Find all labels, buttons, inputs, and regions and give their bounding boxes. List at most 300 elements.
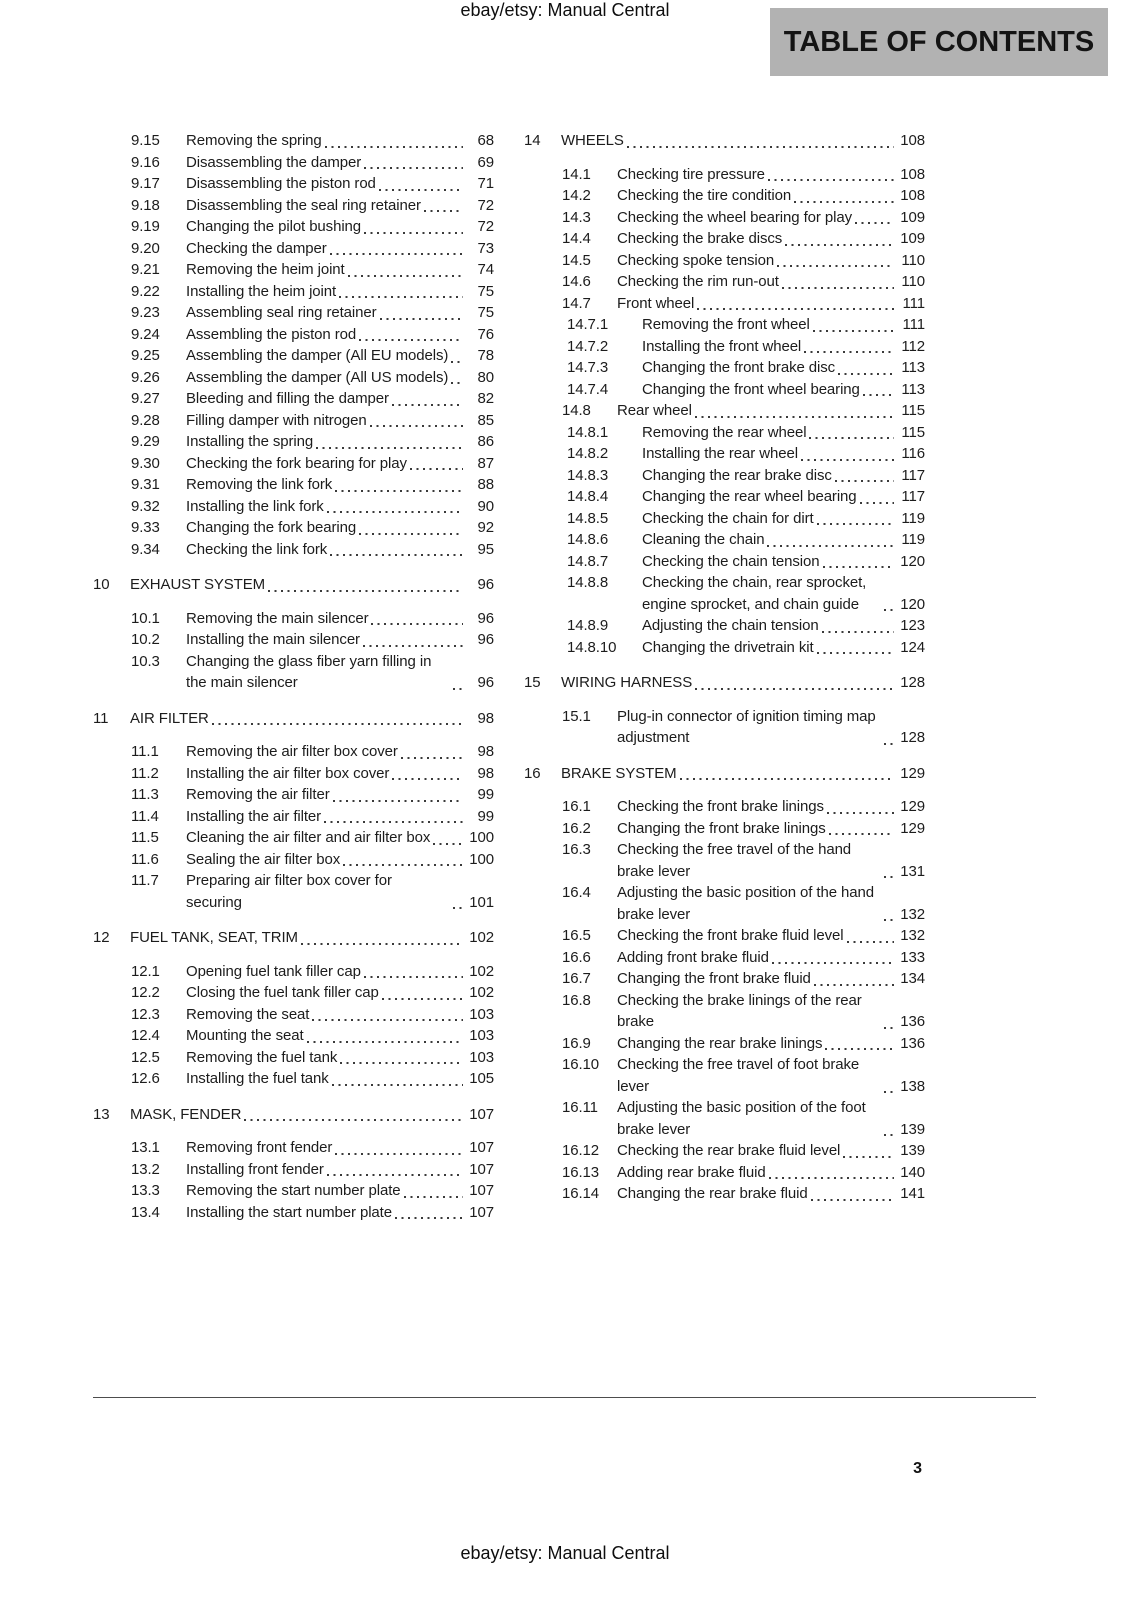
- entry-number: 11.3: [131, 786, 159, 803]
- entry-title: Removing the start number plate: [186, 1182, 401, 1199]
- entry-number: 16.13: [562, 1163, 600, 1181]
- entry-page: 129: [900, 798, 925, 815]
- entry-number: 9.18: [131, 196, 160, 214]
- entry-number: 11.7: [131, 872, 159, 889]
- toc-entry: [93, 608, 494, 630]
- entry-title: Checking the brake linings of the rear brake: [617, 991, 862, 1030]
- entry-title: Changing the glass fiber yarn filling in the main silencer: [186, 652, 432, 691]
- dot-leader: [379, 189, 463, 191]
- entry-number: 14.8.1: [567, 423, 609, 441]
- entry-number: 9.17: [131, 175, 160, 192]
- toc-columns: [93, 130, 925, 1223]
- dot-leader: [843, 1156, 894, 1158]
- entry-title: Checking the free travel of the hand brake lever: [617, 841, 852, 880]
- toc-entry: [524, 968, 925, 990]
- entry-title: Changing the rear brake linings: [617, 1034, 823, 1052]
- entry-number: 14.8.9: [567, 617, 609, 634]
- dot-leader: [212, 723, 463, 725]
- dot-leader: [395, 1217, 463, 1219]
- toc-entry: [524, 818, 925, 840]
- dot-leader: [884, 743, 894, 745]
- toc-entry: [524, 925, 925, 947]
- footer-divider: [93, 1397, 1036, 1398]
- entry-title: Mounting the seat: [186, 1027, 304, 1044]
- toc-entry: [524, 615, 925, 637]
- entry-title: Installing the air filter box cover: [186, 764, 390, 782]
- dot-leader: [433, 843, 463, 845]
- entry-number: 14.8.2: [567, 445, 609, 462]
- entry-title: Checking the link fork: [186, 540, 328, 558]
- toc-entry: [524, 839, 925, 882]
- entry-number: 13.1: [131, 1139, 160, 1156]
- entry-title: Changing the pilot bushing: [186, 218, 362, 235]
- dot-leader: [855, 222, 894, 224]
- entry-number: 16.2: [562, 819, 591, 837]
- entry-number: 14.8.10: [567, 638, 617, 656]
- entry-title: Removing the main silencer: [186, 609, 369, 627]
- entry-number: 11.4: [131, 807, 159, 825]
- entry-title: Rear wheel: [617, 402, 692, 419]
- toc-entry: [93, 474, 494, 496]
- entry-title: Removing the seat: [186, 1005, 310, 1023]
- entry-page: 103: [469, 1027, 494, 1044]
- dot-leader: [364, 232, 463, 234]
- dot-leader: [343, 864, 463, 866]
- entry-page: 92: [477, 519, 494, 536]
- entry-title: Installing the start number plate: [186, 1203, 392, 1221]
- entry-number: 14.4: [562, 230, 591, 247]
- entry-title: Installing front fender: [186, 1160, 324, 1178]
- toc-entry: [93, 388, 494, 410]
- dot-leader: [884, 876, 894, 878]
- dot-leader: [809, 437, 894, 439]
- toc-entry: [524, 293, 925, 315]
- dot-leader: [335, 1153, 463, 1155]
- dot-leader: [392, 778, 463, 780]
- entry-number: 12.1: [131, 962, 160, 980]
- toc-entry: [524, 508, 925, 530]
- entry-title: BRAKE SYSTEM: [561, 764, 677, 782]
- entry-page: 139: [900, 1142, 925, 1159]
- toc-entry: [524, 1183, 925, 1205]
- entry-page: 100: [469, 850, 494, 868]
- toc-entry: [524, 250, 925, 272]
- entry-number: 9.34: [131, 540, 160, 558]
- toc-entry: [524, 572, 925, 615]
- entry-page: 140: [900, 1163, 925, 1181]
- entry-number: 14.7.3: [567, 359, 609, 376]
- entry-number: 14.7.4: [567, 380, 609, 398]
- dot-leader: [244, 1119, 463, 1121]
- entry-page: 74: [477, 261, 494, 278]
- entry-page: 80: [477, 368, 494, 386]
- dot-leader: [371, 623, 463, 625]
- dot-leader: [863, 394, 894, 396]
- entry-number: 13.3: [131, 1182, 160, 1199]
- entry-number: 10.3: [131, 652, 160, 670]
- entry-number: 9.29: [131, 433, 160, 450]
- entry-page: 76: [477, 325, 494, 343]
- entry-page: 95: [477, 540, 494, 558]
- entry-number: 16.9: [562, 1034, 591, 1052]
- dot-leader: [772, 962, 894, 964]
- entry-number: 9.33: [131, 519, 160, 536]
- entry-page: 103: [469, 1005, 494, 1023]
- entry-number: 9.15: [131, 132, 160, 149]
- dot-leader: [327, 1174, 463, 1176]
- entry-title: AIR FILTER: [130, 709, 209, 727]
- toc-entry: [93, 741, 494, 763]
- entry-number: 9.25: [131, 347, 160, 364]
- entry-number: 10.1: [131, 609, 160, 627]
- dot-leader: [697, 308, 894, 310]
- entry-number: 14.2: [562, 187, 591, 204]
- dot-leader: [794, 201, 894, 203]
- dot-leader: [811, 1199, 894, 1201]
- entry-number: 9.23: [131, 304, 160, 321]
- entry-page: 129: [900, 819, 925, 837]
- entry-page: 110: [901, 251, 925, 269]
- entry-page: 113: [901, 359, 925, 376]
- entry-number: 11.1: [131, 743, 159, 760]
- entry-page: 87: [477, 454, 494, 472]
- entry-title: Changing the rear wheel bearing: [642, 488, 857, 505]
- dot-leader: [380, 318, 463, 320]
- entry-number: 9.22: [131, 282, 160, 300]
- toc-entry: [93, 130, 494, 152]
- dot-leader: [847, 941, 894, 943]
- entry-page: 75: [477, 282, 494, 300]
- entry-page: 120: [900, 552, 925, 570]
- entry-number: 12.6: [131, 1070, 160, 1087]
- toc-entry: [93, 216, 494, 238]
- entry-page: 136: [900, 1034, 925, 1052]
- entry-number: 14.8: [562, 402, 591, 419]
- entry-title: Checking the wheel bearing for play: [617, 208, 852, 226]
- entry-number: 14.7.1: [567, 316, 609, 333]
- entry-page: 96: [477, 674, 494, 691]
- toc-entry: [93, 195, 494, 217]
- dot-leader: [829, 833, 894, 835]
- dot-leader: [777, 265, 894, 267]
- dot-leader: [817, 652, 894, 654]
- dot-leader: [325, 146, 463, 148]
- toc-entry: [93, 324, 494, 346]
- entry-number: 15.1: [562, 707, 591, 725]
- dot-leader: [785, 244, 894, 246]
- toc-entry: [524, 1140, 925, 1162]
- entry-title: Checking the chain tension: [642, 552, 820, 570]
- dot-leader: [453, 688, 463, 690]
- toc-entry: [93, 1180, 494, 1202]
- entry-title: Installing the spring: [186, 433, 314, 450]
- dot-leader: [768, 179, 894, 181]
- entry-page: 107: [469, 1182, 494, 1199]
- entry-title: Changing the front brake fluid: [617, 970, 811, 987]
- dot-leader: [370, 425, 463, 427]
- entry-page: 69: [477, 153, 494, 171]
- entry-page: 112: [901, 337, 925, 355]
- entry-page: 129: [900, 764, 925, 782]
- dot-leader: [404, 1196, 463, 1198]
- toc-entry: [93, 1137, 494, 1159]
- entry-page: 68: [477, 132, 494, 149]
- toc-entry: [93, 152, 494, 174]
- entry-title: Removing front fender: [186, 1139, 333, 1156]
- entry-title: Assembling the piston rod: [186, 325, 357, 343]
- entry-page: 71: [477, 175, 494, 192]
- toc-entry: [93, 961, 494, 983]
- entry-title: Changing the fork bearing: [186, 519, 357, 536]
- toc-entry: [524, 637, 925, 659]
- entry-page: 101: [469, 893, 494, 911]
- entry-title: Adjusting the basic position of the hand brake lever: [617, 884, 875, 923]
- toc-entry: [93, 806, 494, 828]
- entry-page: 132: [900, 905, 925, 923]
- dot-leader: [804, 351, 894, 353]
- entry-page: 96: [477, 609, 494, 627]
- entry-number: 14.8.5: [567, 509, 609, 527]
- entry-title: Adjusting the basic position of the foot brake lever: [617, 1099, 866, 1138]
- entry-page: 100: [469, 829, 494, 846]
- toc-entry: [524, 314, 925, 336]
- entry-title: Removing the fuel tank: [186, 1048, 338, 1066]
- dot-leader: [359, 533, 463, 535]
- entry-number: 16.3: [562, 841, 591, 858]
- entry-page: 98: [477, 709, 494, 727]
- toc-entry: [93, 763, 494, 785]
- entry-number: 9.19: [131, 218, 160, 235]
- toc-entry: [93, 173, 494, 195]
- entry-page: 124: [900, 638, 925, 656]
- dot-leader: [424, 210, 463, 212]
- dot-leader: [782, 287, 894, 289]
- toc-entry: [93, 1068, 494, 1090]
- entry-number: 14.1: [562, 165, 591, 183]
- toc-entry: [524, 486, 925, 508]
- toc-entry: [93, 367, 494, 389]
- page-title-box: [770, 8, 1108, 76]
- entry-page: 98: [477, 743, 494, 760]
- entry-number: 14.8.3: [567, 466, 609, 484]
- dot-leader: [884, 1134, 894, 1136]
- entry-page: 82: [477, 390, 494, 407]
- entry-title: Front wheel: [617, 294, 695, 312]
- entry-title: Disassembling the damper: [186, 153, 362, 171]
- entry-title: Installing the rear wheel: [642, 445, 798, 462]
- entry-title: Disassembling the piston rod: [186, 175, 376, 192]
- dot-leader: [364, 976, 463, 978]
- entry-number: 14.7.2: [567, 337, 609, 355]
- entry-title: MASK, FENDER: [130, 1105, 242, 1123]
- entry-number: 13.4: [131, 1203, 160, 1221]
- entry-page: 116: [901, 445, 925, 462]
- entry-number: 14: [524, 132, 541, 149]
- entry-number: 16.12: [562, 1142, 600, 1159]
- entry-page: 120: [900, 595, 925, 613]
- entry-number: 16.4: [562, 884, 591, 901]
- toc-entry: [93, 849, 494, 871]
- toc-entry: [93, 1004, 494, 1026]
- toc-entry: [524, 443, 925, 465]
- dot-leader: [392, 404, 463, 406]
- entry-number: 10: [93, 576, 110, 593]
- entry-page: 98: [477, 764, 494, 782]
- entry-title: Installing the fuel tank: [186, 1070, 329, 1087]
- entry-page: 109: [900, 230, 925, 247]
- toc-entry: [524, 551, 925, 573]
- entry-number: 13.2: [131, 1160, 160, 1178]
- toc-entry: [93, 302, 494, 324]
- entry-number: 14.8.4: [567, 488, 609, 505]
- toc-entry: [524, 990, 925, 1033]
- dot-leader: [817, 523, 894, 525]
- toc-entry: [524, 882, 925, 925]
- dot-leader: [825, 1048, 894, 1050]
- entry-page: 107: [469, 1203, 494, 1221]
- toc-entry: [524, 763, 925, 785]
- dot-leader: [268, 590, 463, 592]
- toc-entry: [524, 706, 925, 749]
- dot-leader: [813, 330, 894, 332]
- entry-page: 99: [477, 807, 494, 825]
- dot-leader: [884, 919, 894, 921]
- entry-page: 123: [900, 617, 925, 634]
- toc-entry: [524, 422, 925, 444]
- dot-leader: [340, 1062, 463, 1064]
- entry-number: 9.30: [131, 454, 160, 472]
- toc-entry: [93, 1104, 494, 1126]
- toc-entry: [524, 1054, 925, 1097]
- entry-number: 9.24: [131, 325, 160, 343]
- entry-page: 103: [469, 1048, 494, 1066]
- entry-page: 99: [477, 786, 494, 803]
- toc-entry: [93, 982, 494, 1004]
- entry-number: 11.6: [131, 850, 159, 868]
- toc-entry: [93, 651, 494, 694]
- entry-page: 113: [901, 380, 925, 398]
- entry-title: Changing the front brake disc: [642, 359, 836, 376]
- entry-page: 128: [900, 729, 925, 746]
- toc-entry: [524, 1033, 925, 1055]
- entry-page: 117: [901, 466, 925, 484]
- toc-entry: [93, 574, 494, 596]
- entry-page: 96: [477, 576, 494, 593]
- entry-title: Checking the front brake fluid level: [617, 927, 844, 944]
- toc-entry: [524, 400, 925, 422]
- entry-page: 133: [900, 948, 925, 966]
- entry-page: 102: [469, 929, 494, 946]
- entry-title: Filling damper with nitrogen: [186, 411, 367, 429]
- entry-title: Sealing the air filter box: [186, 850, 341, 868]
- entry-number: 12.5: [131, 1048, 160, 1066]
- entry-number: 16.7: [562, 970, 591, 987]
- toc-entry: [93, 1025, 494, 1047]
- dot-leader: [884, 609, 894, 611]
- entry-page: 107: [469, 1105, 494, 1123]
- dot-leader: [312, 1019, 463, 1021]
- dot-leader: [307, 1041, 463, 1043]
- toc-entry: [93, 431, 494, 453]
- toc-entry: [524, 465, 925, 487]
- entry-number: 9.16: [131, 153, 160, 171]
- entry-number: 9.31: [131, 476, 160, 493]
- entry-page: 134: [900, 970, 925, 987]
- entry-number: 9.28: [131, 411, 160, 429]
- entry-number: 9.20: [131, 239, 160, 257]
- toc-entry: [524, 379, 925, 401]
- entry-title: Checking the rim run-out: [617, 273, 779, 290]
- entry-title: Changing the rear brake disc: [642, 466, 832, 484]
- entry-page: 72: [477, 196, 494, 214]
- entry-title: Removing the air filter: [186, 786, 330, 803]
- entry-number: 14.8.8: [567, 574, 609, 591]
- entry-title: Assembling the damper (All US models): [186, 368, 449, 386]
- entry-page: 132: [900, 927, 925, 944]
- toc-entry: [524, 947, 925, 969]
- dot-leader: [695, 688, 894, 690]
- dot-leader: [827, 812, 894, 814]
- toc-entry: [93, 784, 494, 806]
- dot-leader: [451, 382, 463, 384]
- entry-title: Removing the link fork: [186, 476, 333, 493]
- toc-entry: [524, 357, 925, 379]
- entry-title: Checking the tire condition: [617, 187, 792, 204]
- entry-title: Preparing air filter box cover for securing: [186, 872, 392, 911]
- entry-title: Removing the air filter box cover: [186, 743, 398, 760]
- toc-entry: [524, 796, 925, 818]
- entry-number: 14.8.6: [567, 531, 609, 548]
- toc-entry: [524, 185, 925, 207]
- entry-title: Checking the rear brake fluid level: [617, 1142, 841, 1159]
- dot-leader: [330, 554, 463, 556]
- entry-number: 14.3: [562, 208, 591, 226]
- entry-page: 75: [477, 304, 494, 321]
- entry-page: 115: [901, 402, 925, 419]
- dot-leader: [382, 998, 463, 1000]
- entry-number: 13: [93, 1105, 110, 1123]
- dot-leader: [884, 1091, 894, 1093]
- entry-title: Plug-in connector of ignition timing map adjustment: [617, 707, 876, 746]
- entry-number: 14.5: [562, 251, 591, 269]
- dot-leader: [410, 468, 463, 470]
- entry-title: Changing the front brake linings: [617, 819, 826, 837]
- toc-entry: [93, 345, 494, 367]
- dot-leader: [363, 645, 463, 647]
- entry-page: 102: [469, 962, 494, 980]
- entry-number: 11.5: [131, 829, 159, 846]
- toc-entry: [524, 336, 925, 358]
- toc-entry: [93, 517, 494, 539]
- toc-entry: [93, 1159, 494, 1181]
- entry-page: 115: [901, 423, 925, 441]
- entry-page: 108: [900, 132, 925, 149]
- page-title: TABLE OF CONTENTS: [783, 25, 1095, 58]
- toc-entry: [93, 629, 494, 651]
- entry-page: 119: [901, 531, 925, 548]
- toc-entry: [93, 410, 494, 432]
- entry-page: 117: [901, 488, 925, 505]
- entry-number: 10.2: [131, 631, 160, 648]
- entry-number: 14.7: [562, 294, 591, 312]
- entry-title: Disassembling the seal ring retainer: [186, 196, 421, 214]
- toc-entry: [93, 827, 494, 849]
- entry-title: Removing the front wheel: [642, 316, 810, 333]
- entry-number: 14.6: [562, 273, 591, 290]
- entry-page: 139: [900, 1120, 925, 1138]
- entry-title: EXHAUST SYSTEM: [130, 576, 266, 593]
- toc-column-right: [524, 130, 925, 1223]
